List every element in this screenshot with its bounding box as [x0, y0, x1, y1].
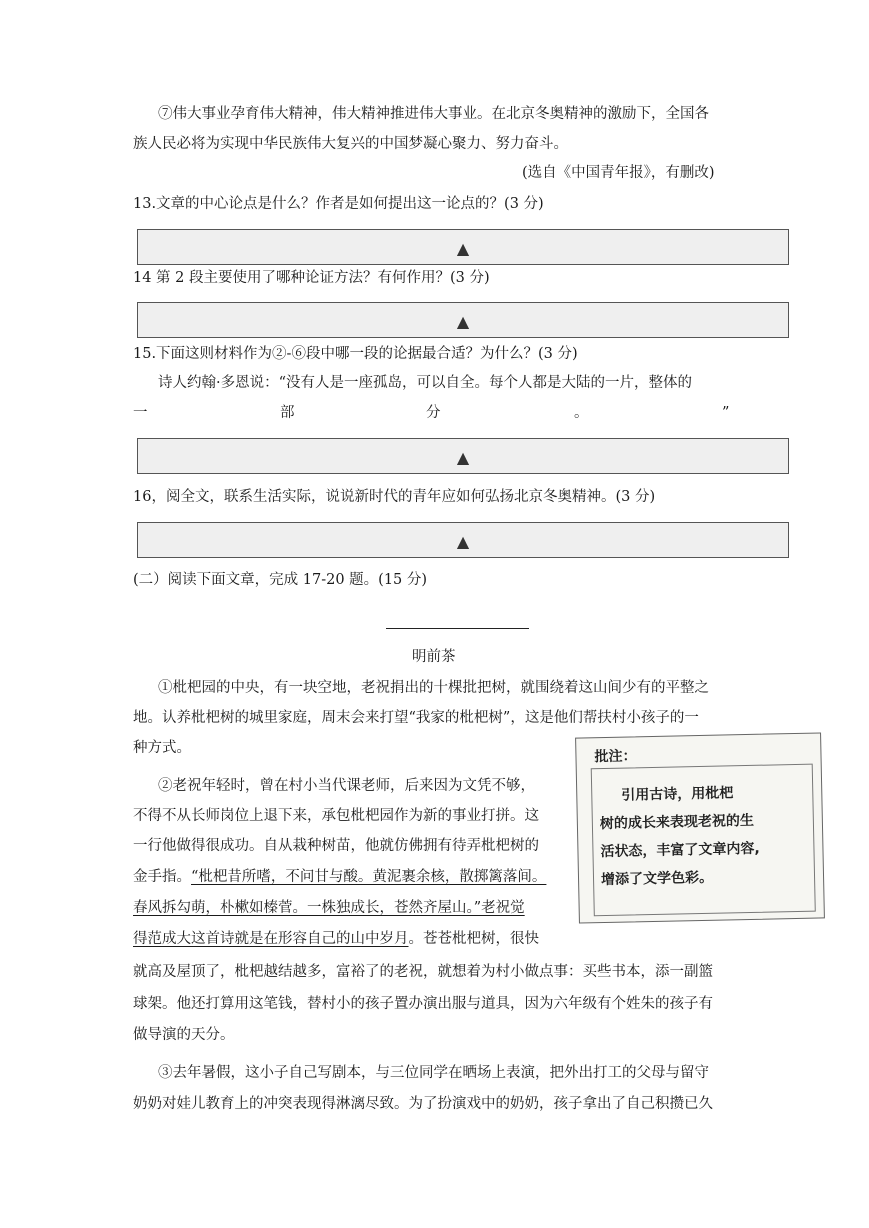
article-title: 明前茶 — [412, 649, 456, 665]
annotation-line: 引用古诗，用枇杷 — [621, 785, 734, 804]
q15-material-char: 。 — [574, 405, 589, 421]
article-p2-plain: 。苍苍枇杷树，很快 — [408, 931, 539, 947]
annotation-note — [575, 732, 825, 923]
article-p3-line: 奶奶对娃儿教育上的冲突表现得淋漓尽致。为了扮演戏中的奶奶，孩子拿出了自己积攒已久 — [133, 1096, 713, 1112]
q15-material-char: ” — [722, 405, 730, 421]
q15-material-char: 一 — [133, 405, 148, 421]
answer-box-13[interactable] — [137, 229, 789, 265]
poem-quote-underlined: 春风拆勾萌，朴樕如榛菅。一株独成长，苍然齐屋山。”老祝觉 — [133, 900, 525, 916]
article-p1-line: 地。认养枇杷树的城里家庭，周末会来打望“我家的枇杷树”，这是他们帮扶村小孩子的一 — [133, 710, 699, 726]
annotation-line: 增添了文学色彩。 — [600, 869, 714, 889]
para7-source: (选自《中国青年报》，有删改) — [522, 165, 715, 181]
answer-marker-icon: ▲ — [456, 532, 470, 552]
question-16: 16，阅全文，联系生活实际，说说新时代的青年应如何弘扬北京冬奥精神。(3 分) — [133, 489, 656, 505]
answer-box-15[interactable] — [137, 438, 789, 474]
article-p2-line: 球架。他还打算用这笔钱，替村小的孩子置办演出服与道具，因为六年级有个姓朱的孩子有 — [133, 996, 713, 1012]
answer-marker-icon: ▲ — [456, 239, 470, 259]
article-p3-line: ③去年暑假，这小子自己写剧本，与三位同学在晒场上表演，把外出打工的父母与留守 — [158, 1065, 709, 1081]
article-p2-line — [133, 928, 539, 950]
para7-line2: 族人民必将为实现中华民族伟大复兴的中国梦凝心聚力、努力奋斗。 — [133, 136, 568, 152]
article-p1-line: ①枇杷园的中央，有一块空地，老祝捐出的十棵批把树，就围绕着这山间少有的平整之 — [158, 680, 709, 696]
article-p2-line: ②老祝年轻时，曾在村小当代课老师，后来因为文凭不够， — [158, 778, 535, 794]
article-p2-line: 一行他做得很成功。自从栽种树苗，他就仿佛拥有待弄枇杷树的 — [133, 838, 539, 854]
article-p2-line: 做导演的天分。 — [133, 1027, 235, 1043]
answer-box-16[interactable] — [137, 522, 789, 558]
q15-material-line1: 诗人约翰·多恩说：“没有人是一座孤岛，可以自全。每个人都是大陆的一片，整体的 — [158, 375, 693, 391]
title-rule — [386, 628, 529, 629]
q15-material-char: 分 — [426, 405, 441, 421]
article-p2-plain: 金手指。 — [133, 869, 191, 885]
poem-quote-underlined: 得范成大这首诗就是在形容自己的山中岁月 — [133, 931, 409, 947]
article-p1-line: 种方式。 — [133, 740, 191, 756]
question-13: 13.文章的中心论点是什么？作者是如何提出这一论点的？(3 分) — [133, 196, 544, 212]
para7-line1: ⑦伟大事业孕育伟大精神，伟大精神推进伟大事业。在北京冬奥精神的激励下，全国各 — [158, 106, 709, 122]
answer-marker-icon: ▲ — [456, 448, 470, 468]
article-p2-line: 不得不从长师岗位上退下来，承包枇杷园作为新的事业打拼。这 — [133, 808, 539, 824]
answer-box-14[interactable] — [137, 302, 789, 338]
answer-marker-icon: ▲ — [456, 312, 470, 332]
question-15: 15.下面这则材料作为②-⑥段中哪一段的论据最合适？为什么？(3 分) — [133, 346, 578, 362]
annotation-label: 批注： — [594, 748, 637, 766]
annotation-line: 树的成长来表现老祝的生 — [599, 812, 755, 833]
poem-quote-underlined: “枇杷昔所嗜，不问甘与酸。黄泥裹余核，散掷篱落间。 — [191, 869, 547, 885]
article-p2-line — [133, 866, 546, 888]
article-p2-line: 就高及屋顶了，枇杷越结越多，富裕了的老祝，就想着为村小做点事：买些书本，添一副篮 — [133, 964, 713, 980]
section-heading: (二）阅读下面文章，完成 17-20 题。(15 分) — [133, 572, 428, 588]
annotation-line: 活状态，丰富了文章内容, — [600, 840, 760, 861]
question-14: 14 第 2 段主要使用了哪种论证方法？有何作用？(3 分) — [133, 270, 490, 286]
q15-material-char: 部 — [280, 405, 295, 421]
